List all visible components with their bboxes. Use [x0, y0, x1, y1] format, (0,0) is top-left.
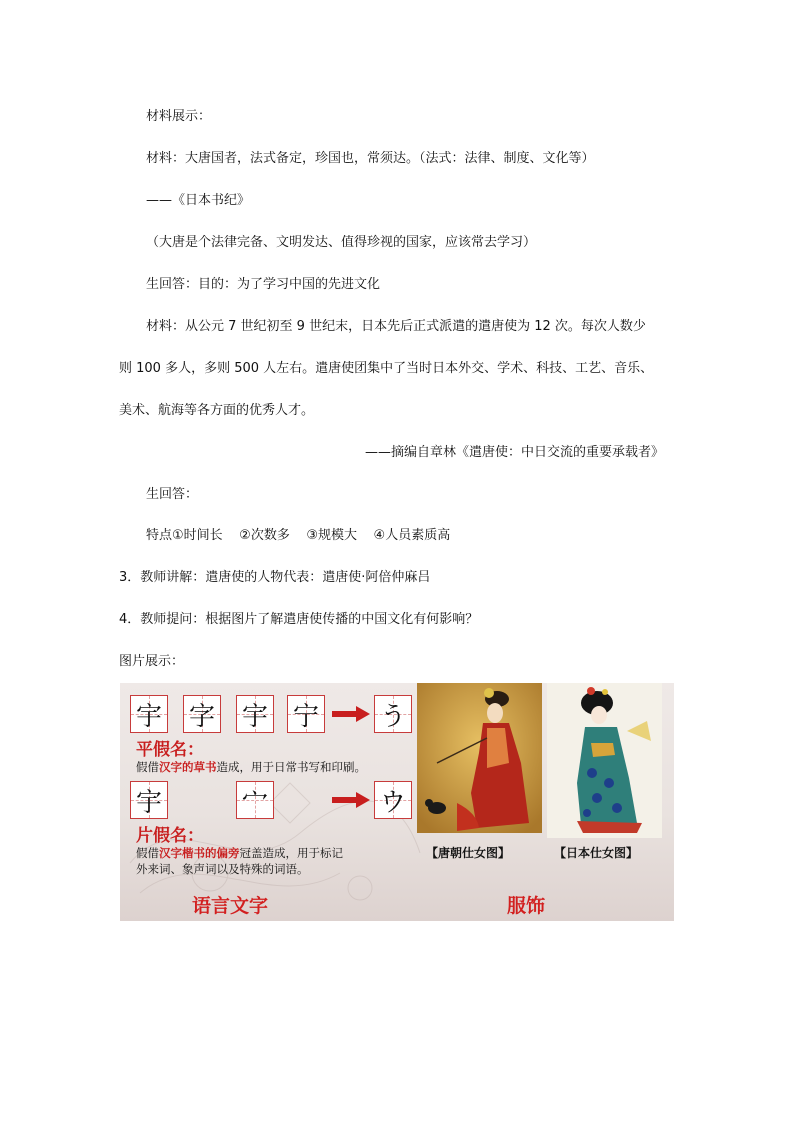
char-box: 宀	[236, 781, 274, 819]
tang-lady-painting	[417, 683, 542, 833]
student-answer-label: 生回答：	[146, 487, 199, 502]
caption-japan-painting: 【日本仕女图】	[554, 846, 639, 860]
picture-heading: 图片展示：	[119, 654, 185, 669]
caption-tang-painting: 【唐朝仕女图】	[426, 846, 511, 860]
katakana-title: 片假名：	[136, 826, 204, 846]
material-paragraph-line2: 则 100 多人，多则 500 人左右。遣唐使团集中了当时日本外交、学术、科技、工艺、音乐、	[119, 361, 654, 376]
culture-image-panel	[120, 683, 674, 921]
label-clothing: 服饰	[507, 895, 546, 917]
label-language: 语言文字	[192, 895, 269, 917]
char-box: 字	[183, 695, 221, 733]
teacher-explanation: 3．教师讲解：遣唐使的人物代表：遣唐使·阿倍仲麻吕	[119, 570, 431, 585]
char-box: 宇	[130, 695, 168, 733]
hiragana-description: 假借汉字的草书造成，用于日常书写和印刷。	[136, 760, 366, 774]
material-paragraph-line1: 材料：从公元 7 世纪初至 9 世纪末，日本先后正式派遣的遣唐使为 12 次。每次人数少	[146, 319, 646, 334]
teacher-question: 4．教师提问：根据图片了解遣唐使传播的中国文化有何影响？	[119, 612, 479, 627]
hiragana-title: 平假名：	[136, 740, 204, 760]
student-answer-purpose: 生回答：目的：为了学习中国的先进文化	[146, 277, 381, 292]
arrow-right-icon	[332, 792, 370, 808]
char-box: 宇	[130, 781, 168, 819]
char-box: ウ	[374, 781, 412, 819]
material-paragraph-line3: 美术、航海等各方面的优秀人才。	[119, 403, 315, 418]
source-citation-2: ——摘编自章林《遣唐使：中日交流的重要承载者》	[364, 445, 664, 460]
arrow-right-icon	[332, 706, 370, 722]
char-box: 宁	[287, 695, 325, 733]
char-box: う	[374, 695, 412, 733]
source-citation: ——《日本书纪》	[146, 193, 251, 208]
katakana-description: 假借汉字楷书的偏旁冠盖造成，用于标记 外来词、象声词以及特殊的词语。	[136, 846, 343, 876]
features-list: 特点①时间长 ②次数多 ③规模大 ④人员素质高	[146, 528, 451, 543]
material-quote: 材料：大唐国者，法式备定，珍国也，常须达。（法式：法律、制度、文化等）	[146, 151, 595, 166]
material-heading: 材料展示：	[146, 109, 212, 124]
japanese-lady-painting	[547, 683, 662, 838]
translation-note: （大唐是个法律完备、文明发达、值得珍视的国家，应该常去学习）	[146, 235, 537, 250]
char-box: 宇	[236, 695, 274, 733]
